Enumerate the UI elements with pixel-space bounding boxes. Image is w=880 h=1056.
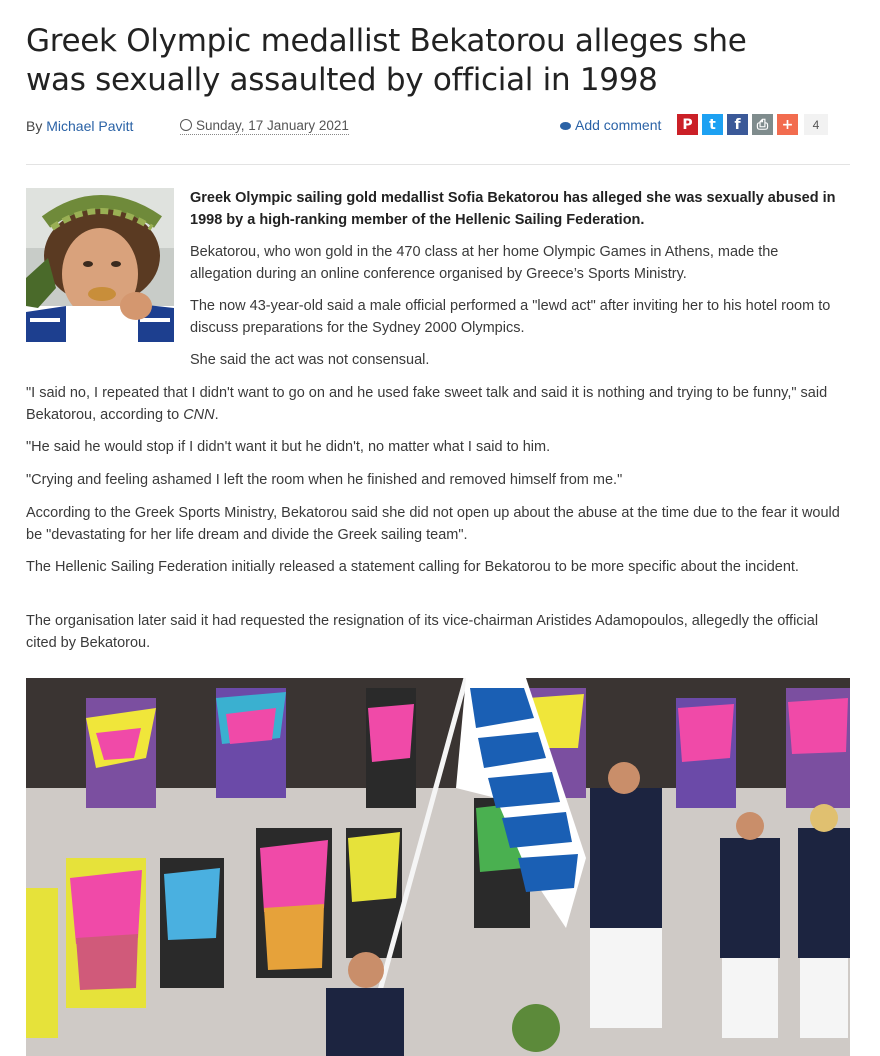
quote-text: "I said no, I repeated that I didn't want to go on and he used fake sweet talk and said it is nothing and trying to be funny," said Bekatorou, according to	[26, 385, 828, 423]
paragraph-8: According to the Greek Sports Ministry, Bekatorou said she did not open up about the abuse at the time due to the fear it would be "devastating for her life dream and divide the Greek sailing team".	[26, 505, 840, 543]
facebook-icon: f	[734, 116, 741, 133]
more-share-button[interactable]	[777, 114, 798, 135]
print-button[interactable]	[752, 114, 773, 135]
source-cnn: CNN	[183, 406, 215, 423]
twitter-share-button[interactable]	[702, 114, 723, 135]
share-count: 4	[804, 114, 828, 135]
add-comment-link[interactable]	[560, 117, 661, 133]
article-headline: Greek Olympic medallist Bekatorou alleges she was sexually assaulted by official in 1998	[26, 23, 747, 98]
lead-paragraph: Greek Olympic sailing gold medallist Sofia Bekatorou has alleged she was sexually abused in 1998 by a high-ranking member of the Hellenic Sailing Federation.	[190, 190, 836, 228]
clock-icon	[180, 119, 192, 131]
source-suffix: .	[214, 406, 219, 423]
twitter-icon: t	[709, 116, 716, 133]
author-link[interactable]: Michael Pavitt	[46, 118, 134, 134]
print-icon: ⎙	[756, 116, 769, 133]
paragraph-2: Bekatorou, who won gold in the 470 class at her home Olympic Games in Athens, made the allegation during an online conference organised by Greece’s Sports Ministry.	[190, 244, 779, 282]
pinterest-share-button[interactable]	[677, 114, 698, 135]
paragraph-10: The organisation later said it had requested the resignation of its vice-chairman Aristides Adamopoulos, allegedly the official cited by Bekatorou.	[26, 613, 819, 651]
more-share-icon: +	[781, 116, 794, 133]
byline-prefix: By	[26, 118, 43, 134]
divider	[26, 164, 850, 165]
ceremony-photo	[26, 678, 850, 1056]
paragraph-3: The now 43-year-old said a male official performed a "lewd act" after inviting her to his hotel room to discuss preparations for the Sydney 2000 Olympics.	[190, 298, 831, 336]
paragraph-7: "Crying and feeling ashamed I left the room when he finished and removed himself from me."	[26, 472, 623, 488]
date-text: Sunday, 17 January 2021	[196, 118, 349, 133]
paragraph-9: The Hellenic Sailing Federation initially released a statement calling for Bekatorou to be more specific about the incident.	[26, 559, 799, 575]
share-bar	[677, 114, 828, 135]
add-comment-label: Add comment	[575, 117, 662, 133]
paragraph-6: "He said he would stop if I didn't want it but he didn't, no matter what I said to him.	[26, 439, 551, 455]
comment-icon	[560, 122, 571, 130]
paragraph-4: She said the act was not consensual.	[190, 352, 430, 368]
pinterest-icon: P	[682, 116, 693, 133]
byline	[26, 118, 133, 134]
facebook-share-button[interactable]	[727, 114, 748, 135]
publish-date	[180, 118, 349, 135]
athlete-photo	[26, 188, 174, 342]
paragraph-5	[26, 383, 850, 426]
